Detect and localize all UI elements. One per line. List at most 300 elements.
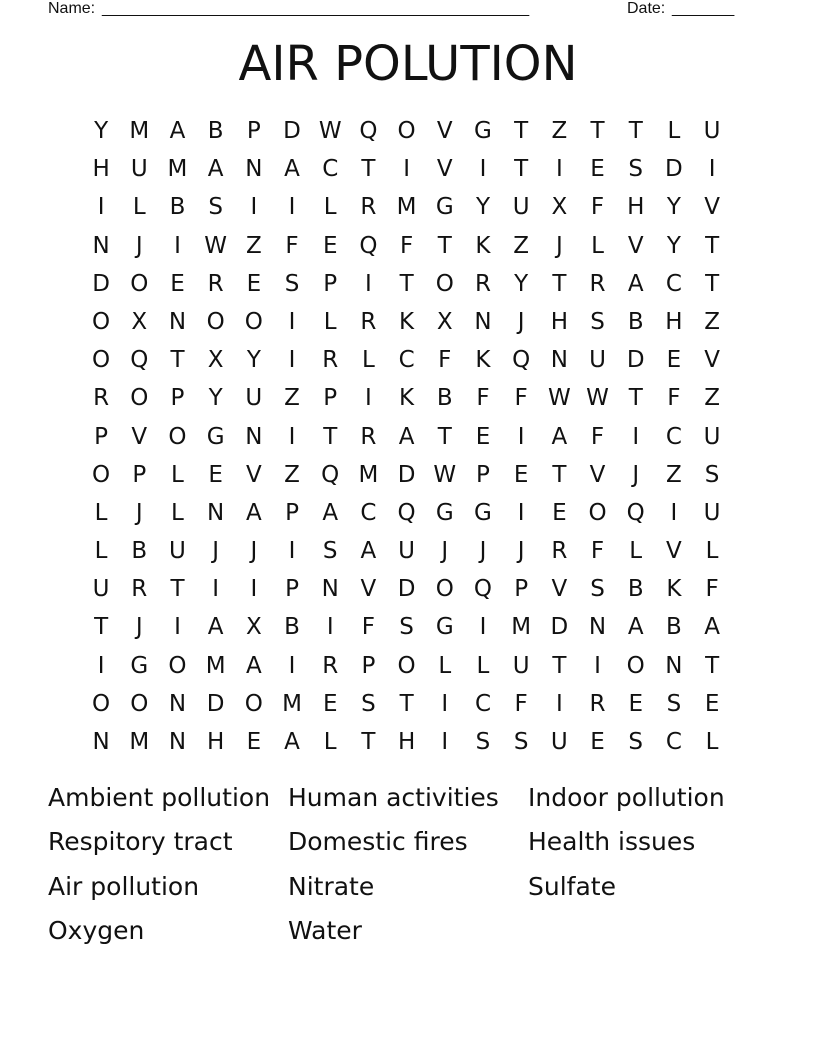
grid-letter: K [399,308,415,335]
grid-letter: W [586,385,609,412]
date-label: Date: [627,0,666,17]
grid-letter: I [97,652,105,679]
grid-letter: I [517,423,525,450]
grid-letter: Z [284,385,300,412]
grid-letter: T [552,461,567,488]
grid-letter: Z [704,308,720,335]
grid-letter: N [321,576,339,603]
grid-letter: I [708,156,716,183]
grid-letter: V [436,156,453,183]
grid-letter: D [665,156,683,183]
grid-letter: H [92,156,110,183]
grid-letter: I [555,156,563,183]
grid-letter: Y [666,194,681,221]
grid-letter: S [322,538,338,565]
grid-letter: L [323,308,337,335]
word-list-item: Oxygen [48,915,145,945]
grid-letter: P [170,385,185,412]
grid-letter: Q [321,461,340,488]
grid-letter: T [705,270,720,297]
grid-letter: O [92,308,111,335]
grid-letter: T [628,385,643,412]
grid-letter: O [92,347,111,374]
grid-letter: N [168,729,187,755]
grid-letter: I [365,385,372,412]
grid-letter: Q [397,499,416,526]
grid-letter: U [703,118,721,144]
grid-letter: I [288,652,296,679]
grid-letter: Q [473,576,493,603]
grid-letter: C [360,499,377,526]
grid-letter: Z [551,118,568,144]
grid-letter: I [250,194,258,221]
grid-letter: U [169,538,186,565]
grid-letter: Z [704,385,720,412]
grid-letter: W [547,385,571,412]
grid-letter: G [474,118,492,144]
grid-letter: H [627,194,645,221]
grid-letter: H [665,308,683,335]
grid-letter: G [130,652,149,679]
grid-letter: A [704,614,720,641]
grid-letter: S [208,194,223,221]
grid-letter: U [398,538,416,565]
grid-letter: C [665,270,682,297]
grid-letter: S [513,729,529,755]
grid-letter: T [437,423,452,450]
grid-letter: L [361,347,375,374]
grid-letter: M [205,652,226,679]
grid-letter: S [666,690,682,717]
grid-letter: O [244,690,263,717]
puzzle-title: AIR POLUTION [238,36,578,92]
word-list-item: Water [288,915,362,945]
grid-letter: N [92,729,110,755]
grid-letter: X [207,347,224,374]
grid-letter: L [476,652,490,679]
grid-letter: L [667,118,681,144]
grid-letter: G [474,499,492,526]
grid-letter: D [92,270,110,297]
grid-letter: R [322,347,339,374]
grid-letter: R [360,194,377,221]
word-list-item: Sulfate [528,871,616,901]
grid-letter: T [590,118,605,144]
grid-letter: B [207,118,224,144]
grid-letter: O [588,499,607,526]
grid-letter: Q [626,499,645,526]
grid-letter: T [170,576,185,603]
grid-letter: V [245,461,262,488]
grid-letter: E [590,156,605,183]
word-list-item: Air pollution [48,871,200,901]
grid-letter: E [552,499,567,526]
grid-letter: T [361,729,376,755]
grid-letter: I [479,614,487,641]
grid-letter: H [207,729,225,755]
grid-letter: Q [130,347,149,374]
grid-letter: I [441,729,449,755]
grid-letter: U [589,347,606,374]
grid-letter: L [171,499,184,526]
grid-letter: X [131,308,148,335]
grid-letter: J [632,461,640,488]
grid-letter: I [479,156,487,183]
grid-letter: X [245,614,262,641]
grid-letter: R [93,385,110,412]
grid-letter: P [285,576,299,603]
grid-letter: J [555,232,563,259]
grid-letter: T [437,232,452,259]
grid-letter: M [129,729,150,755]
grid-letter: B [627,308,644,335]
grid-letter: D [550,614,569,641]
grid-letter: A [284,729,300,755]
grid-letter: C [474,690,491,717]
grid-letter: A [245,652,262,679]
grid-letter: L [323,194,337,221]
grid-letter: I [288,538,296,565]
grid-letter: Y [94,118,109,144]
grid-letter: I [288,308,296,335]
grid-letter: I [632,423,640,450]
grid-letter: A [322,499,339,526]
grid-letter: U [512,194,530,221]
grid-letter: M [396,194,417,221]
word-list-item: Human activities [288,783,499,812]
grid-letter: V [436,118,453,144]
grid-letter: M [511,614,532,641]
grid-letter: E [246,270,262,297]
grid-letter: B [169,194,186,221]
grid-letter: B [436,385,453,412]
grid-letter: O [168,423,187,450]
grid-letter: E [590,729,605,755]
grid-letter: S [399,614,414,641]
grid-letter: T [399,690,414,717]
grid-letter: H [550,308,568,335]
grid-letter: C [665,729,682,755]
grid-letter: S [361,690,376,717]
grid-letter: S [475,729,491,755]
grid-letter: A [284,156,300,183]
grid-letter: O [435,576,454,603]
grid-letter: P [94,423,109,450]
grid-letter: V [627,232,644,259]
name-blank-line: ________________________________________________ [102,0,530,17]
grid-letter: L [132,194,146,221]
grid-letter: Q [512,347,531,374]
grid-letter: S [284,270,300,297]
grid-letter: T [94,614,109,641]
grid-letter: I [365,270,372,297]
grid-letter: Z [245,232,262,259]
grid-letter: T [552,652,567,679]
grid-letter: U [703,499,721,526]
grid-letter: D [397,576,416,603]
grid-letter: A [245,499,262,526]
grid-letter: I [594,652,601,679]
grid-letter: V [704,194,720,221]
grid-letter: I [288,194,296,221]
grid-letter: D [206,690,225,717]
grid-letter: I [174,232,181,259]
grid-letter: O [168,652,187,679]
grid-letter: L [705,729,719,755]
grid-letter: T [514,156,529,183]
grid-letter: P [514,576,529,603]
word-list-item: Nitrate [288,871,375,901]
grid-letter: F [590,538,605,565]
grid-letter: C [398,347,415,374]
grid-letter: P [323,385,338,412]
grid-letter: D [626,347,645,374]
grid-letter: N [665,652,683,679]
grid-letter: P [285,499,299,526]
grid-letter: X [551,194,568,221]
grid-letter: P [323,270,338,297]
grid-letter: G [206,423,225,450]
grid-letter: P [246,118,261,144]
grid-letter: I [97,194,105,221]
grid-letter: T [514,118,529,144]
grid-letter: O [626,652,645,679]
date-blank-line: _______ [672,0,735,17]
grid-letter: S [628,156,644,183]
grid-letter: B [131,538,148,565]
grid-letter: N [245,156,263,183]
grid-letter: O [130,270,149,297]
grid-letter: T [705,232,720,259]
grid-letter: I [555,690,563,717]
grid-letter: R [474,270,491,297]
grid-letter: V [131,423,148,450]
grid-letter: T [361,156,376,183]
grid-letter: Y [208,385,223,412]
grid-letter: F [476,385,490,412]
grid-letter: R [589,270,606,297]
grid-letter: B [666,614,682,641]
grid-letter: F [399,232,414,259]
grid-letter: F [438,347,452,374]
grid-letter: K [475,232,491,259]
grid-letter: A [207,614,224,641]
letter-grid [82,112,731,761]
grid-letter: I [403,156,410,183]
grid-letter: O [435,270,454,297]
grid-letter: M [282,690,302,717]
grid-letter: T [323,423,338,450]
grid-letter: J [250,538,258,565]
grid-letter: F [705,576,719,603]
grid-letter: C [322,156,339,183]
grid-letter: E [322,232,338,259]
grid-letter: A [627,270,644,297]
grid-letter: R [589,690,606,717]
grid-letter: B [627,576,644,603]
grid-letter: T [170,347,185,374]
word-list-item: Ambient pollution [48,783,271,812]
grid-letter: Z [513,232,530,259]
grid-letter: T [399,270,414,297]
grid-letter: E [246,729,262,755]
grid-letter: W [204,232,228,259]
grid-letter: A [169,118,186,144]
grid-letter: F [361,614,376,641]
grid-letter: J [135,614,143,641]
grid-letter: N [474,308,492,335]
grid-letter: J [135,232,143,259]
grid-letter: Y [246,347,261,374]
grid-letter: X [436,308,453,335]
grid-letter: E [628,690,643,717]
grid-letter: V [666,538,682,565]
grid-letter: I [250,576,258,603]
grid-letter: O [206,308,225,335]
grid-letter: G [435,614,454,641]
grid-letter: J [135,499,143,526]
grid-letter: Y [475,194,490,221]
grid-letter: I [174,614,181,641]
grid-letter: K [666,576,682,603]
grid-letter: V [551,576,568,603]
grid-letter: G [435,499,454,526]
grid-letter: L [629,538,643,565]
grid-letter: C [665,423,682,450]
grid-letter: O [130,690,149,717]
grid-letter: L [94,538,108,565]
grid-letter: U [703,423,721,450]
grid-letter: N [168,690,187,717]
grid-letter: R [207,270,224,297]
grid-letter: N [550,347,568,374]
grid-letter: W [433,461,457,488]
grid-letter: D [283,118,301,144]
grid-letter: O [244,308,263,335]
grid-letter: A [627,614,644,641]
grid-letter: R [131,576,148,603]
grid-letter: V [704,347,720,374]
grid-letter: O [130,385,149,412]
grid-letter: I [326,614,334,641]
grid-letter: Y [514,270,529,297]
grid-letter: N [168,308,187,335]
grid-letter: R [322,652,339,679]
grid-letter: V [589,461,606,488]
grid-letter: N [245,423,263,450]
grid-letter: G [435,194,454,221]
grid-letter: J [479,538,487,565]
grid-letter: F [514,385,528,412]
grid-letter: U [512,652,530,679]
grid-letter: T [705,652,720,679]
word-list [48,778,768,955]
grid-letter: I [288,423,296,450]
grid-letter: M [167,156,188,183]
grid-letter: S [590,576,605,603]
grid-letter: O [92,690,111,717]
grid-letter: U [550,729,568,755]
grid-letter: F [590,423,605,450]
grid-letter: J [212,538,220,565]
grid-letter: I [441,690,449,717]
grid-letter: O [92,461,111,488]
grid-letter: K [475,347,491,374]
grid-letter: I [517,499,525,526]
grid-letter: J [441,538,449,565]
grid-letter: S [590,308,605,335]
grid-letter: E [475,423,491,450]
grid-letter: T [552,270,567,297]
grid-letter: K [399,385,415,412]
grid-letter: M [358,461,379,488]
grid-letter: J [517,308,525,335]
grid-letter: A [551,423,568,450]
grid-letter: E [666,347,682,374]
grid-letter: F [285,232,299,259]
grid-letter: F [590,194,605,221]
name-label: Name: [48,0,96,17]
grid-letter: R [360,308,377,335]
grid-letter: N [588,614,607,641]
grid-letter: S [628,729,644,755]
grid-letter: L [591,232,604,259]
grid-letter: L [323,729,337,755]
grid-letter: P [132,461,147,488]
grid-letter: H [397,729,416,755]
grid-letter: I [288,347,296,374]
grid-letter: Q [359,232,378,259]
word-list-item: Indoor pollution [528,783,725,812]
grid-letter: W [318,118,342,144]
grid-letter: L [438,652,452,679]
grid-letter: Z [284,461,300,488]
grid-letter: S [704,461,720,488]
grid-letter: I [670,499,678,526]
grid-letter: I [212,576,220,603]
grid-letter: Z [666,461,682,488]
grid-letter: N [207,499,225,526]
grid-letter: O [397,652,416,679]
word-list-item: Health issues [528,827,696,857]
grid-letter: R [360,423,377,450]
grid-letter: F [667,385,681,412]
grid-letter: O [397,118,416,144]
grid-letter: A [207,156,224,183]
grid-letter: L [705,538,719,565]
grid-letter: B [284,614,300,641]
grid-letter: R [551,538,568,565]
grid-letter: Y [666,232,681,259]
grid-letter: U [245,385,263,412]
grid-letter: Q [359,118,378,144]
grid-letter: P [476,461,490,488]
grid-letter: E [704,690,720,717]
grid-letter: U [130,156,148,183]
word-list-item: Respitory tract [48,827,233,857]
grid-letter: M [129,118,150,144]
grid-letter: J [517,538,525,565]
grid-letter: E [322,690,338,717]
grid-letter: A [360,538,377,565]
grid-letter: P [361,652,376,679]
grid-letter: E [170,270,185,297]
word-list-item: Domestic fires [288,827,468,857]
grid-letter: N [92,232,110,259]
grid-letter: F [514,690,528,717]
grid-letter: E [208,461,223,488]
grid-letter: T [628,118,643,144]
